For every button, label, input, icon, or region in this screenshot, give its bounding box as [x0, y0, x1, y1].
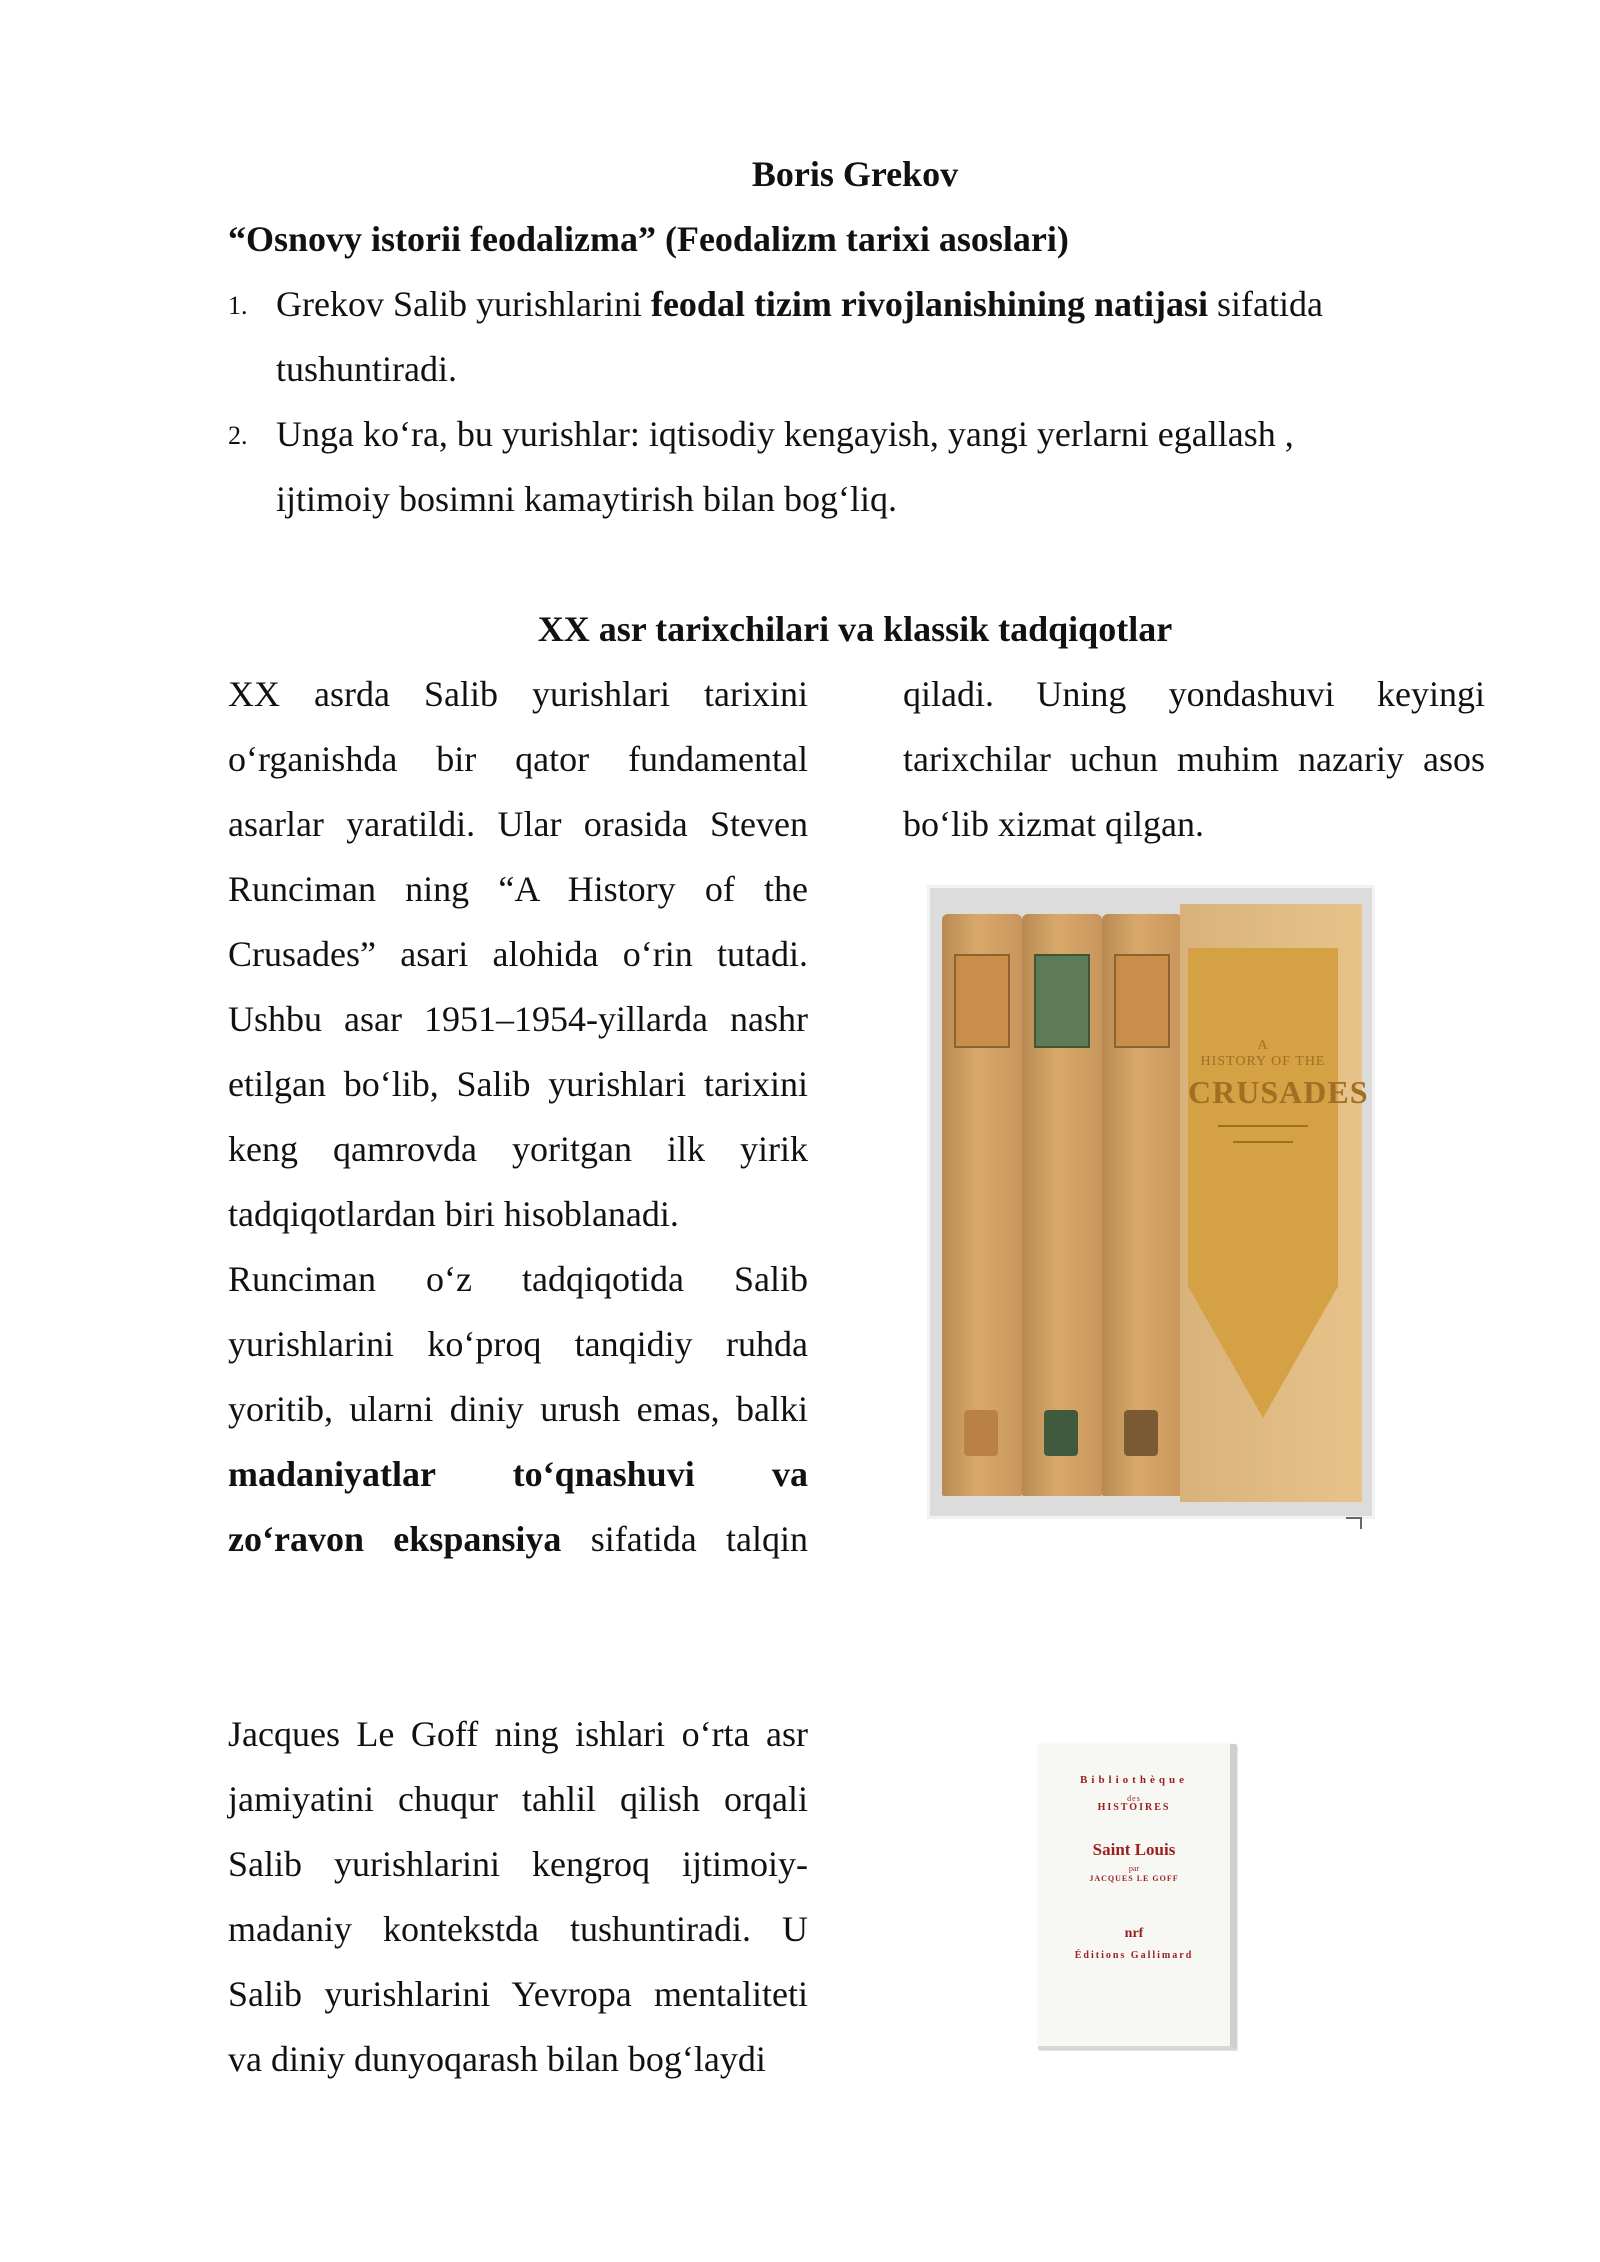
book-series-histoires: HISTOIRES — [1097, 1802, 1171, 1813]
paragraph-line: o‘rganishda bir qator fundamental — [228, 739, 808, 779]
list-item-1-line-1: Grekov Salib yurishlarini feodal tizim rivojlanishining natijasi sifatida — [276, 284, 1323, 324]
saint-louis-book-photo — [1038, 1744, 1236, 2049]
paragraph-line: Salib yurishlarini kengroq ijtimoiy- — [228, 1844, 808, 1884]
book-series: Bibliothèque — [1080, 1774, 1188, 1786]
book-nrf: nrf — [1124, 1926, 1144, 1941]
paragraph-line: yurishlarini ko‘proq tanqidiy ruhda — [228, 1324, 808, 1364]
paragraph-line: Jacques Le Goff ning ishlari o‘rta asr — [228, 1714, 808, 1754]
list-number: 1. — [228, 291, 248, 320]
paragraph-line: tarixchilar uchun muhim nazariy asos — [903, 739, 1485, 779]
paragraph-line: madaniy kontekstda tushuntiradi. U — [228, 1909, 808, 1949]
paragraph-line: etilgan bo‘lib, Salib yurishlari tarixini — [228, 1064, 808, 1104]
book-spine — [942, 914, 1022, 1496]
paragraph-line: keng qamrovda yoritgan ilk yirik — [228, 1129, 808, 1169]
paragraph-line: Crusades” asari alohida o‘rin tutadi. — [228, 934, 808, 974]
paragraph-line: qiladi. Uning yondashuvi keyingi — [903, 674, 1485, 714]
paragraph-line: Runciman o‘z tadqiqotida Salib — [228, 1259, 808, 1299]
paragraph-line: yoritib, ularni diniy urush emas, balki — [228, 1389, 808, 1429]
paragraph-line: Runciman ning “A History of the — [228, 869, 808, 909]
book-publisher: Éditions Gallimard — [1074, 1950, 1194, 1961]
paragraph-line: jamiyatini chuqur tahlil qilish orqali — [228, 1779, 808, 1819]
section-title-xx-century: XX asr tarixchilari va klassik tadqiqotlar — [537, 609, 1173, 649]
paragraph-line: asarlar yaratildi. Ular orasida Steven — [228, 804, 808, 844]
section-title-grekov: Boris Grekov — [751, 154, 959, 194]
list-item-1-line-2: tushuntiradi. — [276, 349, 457, 389]
paragraph-line: XX asrda Salib yurishlari tarixini — [228, 674, 808, 714]
cover-title: A HISTORY OF THE CRUSADES — [1188, 1038, 1338, 1157]
book-subtitle: “Osnovy istorii feodalizma” (Feodalizm tarixi asoslari) — [228, 219, 1069, 259]
paragraph-line: Salib yurishlarini Yevropa mentaliteti — [228, 1974, 808, 2014]
book-title: Saint Louis — [1092, 1840, 1176, 1859]
crusades-books-photo — [930, 888, 1372, 1516]
book-spine — [1102, 914, 1182, 1496]
book-author: JACQUES LE GOFF — [1089, 1874, 1179, 1883]
book-spine — [1022, 914, 1102, 1496]
book-series-des: des — [1127, 1794, 1141, 1803]
paragraph-line: tadqiqotlardan biri hisoblanadi. — [228, 1194, 679, 1234]
list-item-2-line-1: Unga ko‘ra, bu yurishlar: iqtisodiy kengayish, yangi yerlarni egallash , — [276, 414, 1294, 454]
paragraph-line: Ushbu asar 1951–1954-yillarda nashr — [228, 999, 808, 1039]
paragraph-line-bold: madaniyatlar to‘qnashuvi va — [228, 1454, 808, 1494]
paragraph-line: zo‘ravon ekspansiya sifatida talqin — [228, 1519, 808, 1559]
paragraph-line: va diniy dunyoqarash bilan bog‘laydi — [228, 2039, 766, 2079]
paragraph-line: bo‘lib xizmat qilgan. — [903, 804, 1204, 844]
book-par: par — [1128, 1864, 1140, 1873]
corner-mark — [1346, 1517, 1362, 1529]
list-item-2-line-2: ijtimoiy bosimni kamaytirish bilan bog‘liq. — [276, 479, 897, 519]
list-number: 2. — [228, 421, 248, 450]
